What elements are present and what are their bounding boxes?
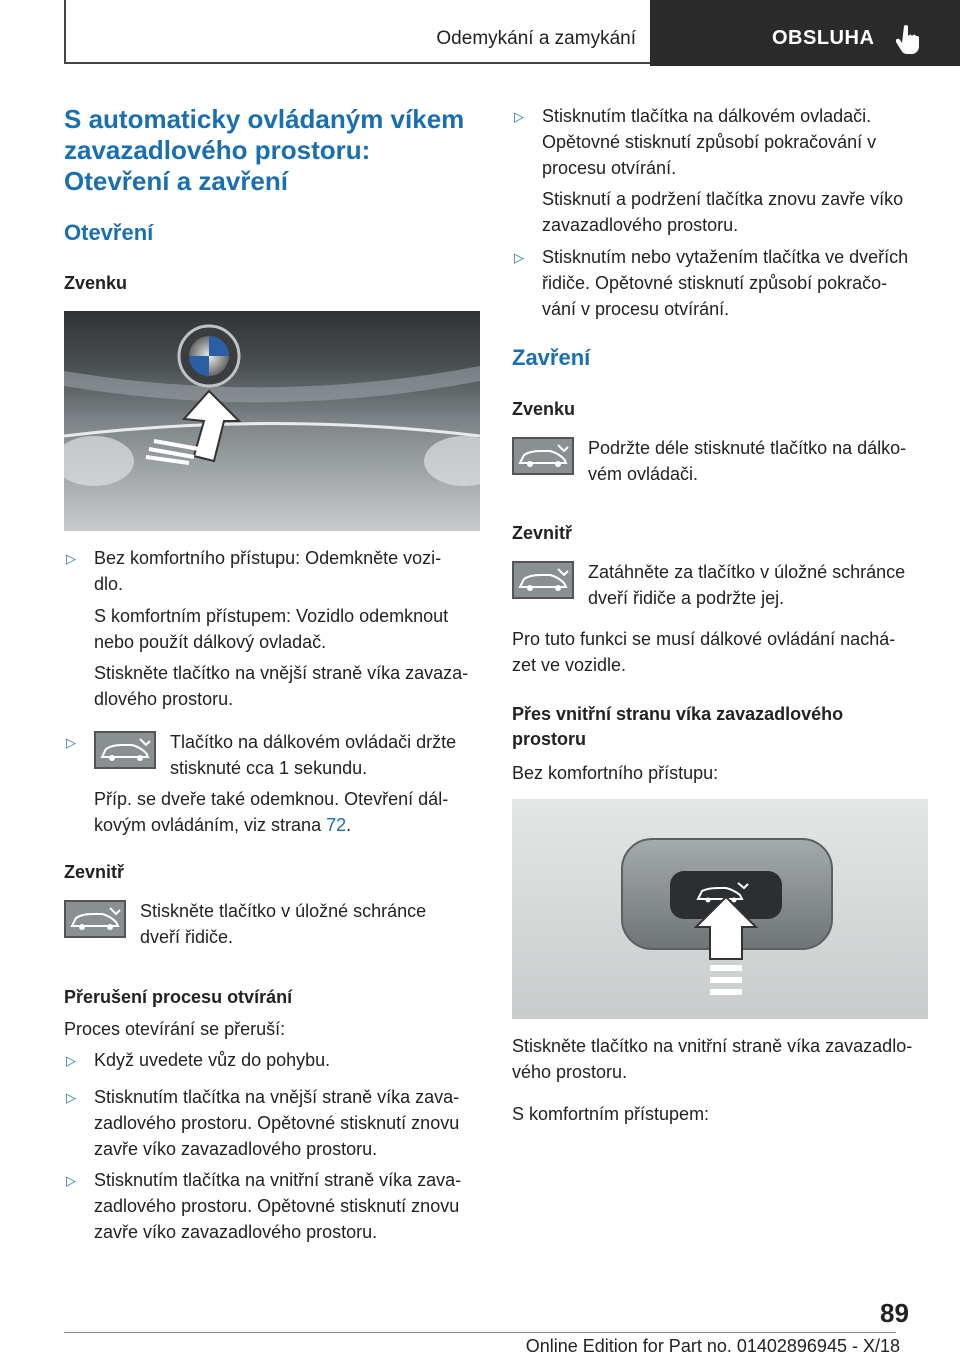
interrupt-item-1: Když uvedete vůz do pohybu. xyxy=(94,1050,331,1070)
comfort-text-l2: nebo použít dálkový ovladač. xyxy=(94,632,327,652)
header-frame-bottom xyxy=(64,62,650,64)
bullet-no-comfort-l2: dlo. xyxy=(94,574,124,594)
heading-inside: Zevnitř xyxy=(64,862,125,882)
header-frame-left xyxy=(64,0,66,64)
heading-close: Zavření xyxy=(512,345,591,370)
bullet-no-comfort-l1: Bez komfortního přístupu: Odemkněte vozi- xyxy=(94,548,442,568)
heading-interrupt: Přerušení procesu otvírání xyxy=(64,987,293,1007)
page-number: 89 xyxy=(880,1298,909,1328)
close-inside-l1: Zatáhněte za tlačítko v úložné schránce xyxy=(588,562,906,582)
heading-inner-side-l1: Přes vnitřní stranu víka zavazadlového xyxy=(512,704,844,724)
interrupt-item-2-l1: Stisknutím tlačítka na vnější straně víka zava- xyxy=(94,1087,460,1107)
no-comfort-label: Bez komfortního přístupu: xyxy=(512,763,719,783)
interrupt-item-3-l1: Stisknutím tlačítka na vnitřní straně víka zava- xyxy=(94,1170,462,1190)
driver-door-l1: Stisknutím nebo vytažením tlačítka ve dveřích xyxy=(542,247,909,267)
remote-hold-close-l2: zavazadlového prostoru. xyxy=(542,215,739,235)
bullet-triangle: ▷ xyxy=(66,1053,76,1068)
remote-hold-l2: stisknuté cca 1 sekundu. xyxy=(170,758,368,778)
interrupt-item-2-l3: zavře víko zavazadlového prostoru. xyxy=(94,1139,378,1159)
tailgate-exterior-photo xyxy=(64,311,480,531)
with-comfort-label: S komfortním přístupem: xyxy=(512,1104,710,1124)
remote-press-l1: Stisknutím tlačítka na dálkovém ovladači. xyxy=(542,106,872,126)
bullet-triangle: ▷ xyxy=(66,735,76,750)
press-inner-l2: vého prostoru. xyxy=(512,1062,628,1082)
main-title-line1: S automaticky ovládaným víkem xyxy=(64,104,465,134)
interrupt-item-3-l2: zadlového prostoru. Opětovné stisknutí znovu xyxy=(94,1196,460,1216)
heading-inner-side-l2: prostoru xyxy=(512,729,586,749)
heading-outside: Zvenku xyxy=(64,273,128,293)
remote-press-l2: Opětovné stisknutí způsobí pokračování v xyxy=(542,132,877,152)
main-title-line2: zavazadlového prostoru: xyxy=(64,135,371,165)
doors-unlock-l1: Příp. se dveře také odemknou. Otevření dál- xyxy=(94,789,449,809)
car-tailgate-icon xyxy=(512,561,574,599)
inside-press-l1: Stiskněte tlačítko v úložné schránce xyxy=(140,901,427,921)
heading-close-inside: Zevnitř xyxy=(512,523,573,543)
bullet-triangle: ▷ xyxy=(66,1173,76,1188)
close-inside-l2: dveří řidiče a podržte jej. xyxy=(588,588,785,608)
remote-required-l1: Pro tuto funkci se musí dálkové ovládání nachá- xyxy=(512,629,896,649)
remote-required-l2: zet ve vozidle. xyxy=(512,655,627,675)
bullet-triangle: ▷ xyxy=(514,250,524,265)
press-inner-l1: Stiskněte tlačítko na vnitřní straně víka zavazadlo- xyxy=(512,1036,913,1056)
bullet-triangle: ▷ xyxy=(66,551,76,566)
footer-edition: Online Edition for Part no. 01402896945 - X/18 xyxy=(525,1336,900,1356)
driver-door-l3: vání v procesu otvírání. xyxy=(542,299,730,319)
driver-door-l2: řidiče. Opětovné stisknutí způsobí pokračo- xyxy=(542,273,888,293)
inside-press-l2: dveří řidiče. xyxy=(140,927,234,947)
remote-hold-close-l1: Stisknutí a podržení tlačítka znovu zavře víko xyxy=(542,189,904,209)
remote-hold-l1: Tlačítko na dálkovém ovládači držte xyxy=(170,732,457,752)
doors-unlock-l2: kovým ovládáním, viz strana 72. xyxy=(94,815,352,835)
bullet-triangle: ▷ xyxy=(514,109,524,124)
close-remote-l1: Podržte déle stisknuté tlačítko na dálko- xyxy=(588,438,907,458)
page-link[interactable]: 72 xyxy=(326,815,347,835)
interrupt-item-2-l2: zadlového prostoru. Opětovné stisknutí znovu xyxy=(94,1113,460,1133)
heading-close-outside: Zvenku xyxy=(512,399,576,419)
press-outer-l2: dlového prostoru. xyxy=(94,689,234,709)
remote-press-l3: procesu otvírání. xyxy=(542,158,677,178)
main-title-line3: Otevření a zavření xyxy=(64,166,288,196)
car-tailgate-icon xyxy=(512,437,574,475)
interrupt-intro: Proces otevírání se přeruší: xyxy=(64,1019,286,1039)
chapter-tab-label: OBSLUHA xyxy=(772,27,875,49)
tailgate-inner-button-photo xyxy=(512,799,928,1019)
car-tailgate-icon xyxy=(64,900,126,938)
bullet-triangle: ▷ xyxy=(66,1090,76,1105)
press-outer-l1: Stiskněte tlačítko na vnější straně víka zavaza- xyxy=(94,663,469,683)
car-tailgate-icon xyxy=(94,731,156,769)
hand-pointer-icon xyxy=(896,24,922,54)
close-remote-l2: vém ovládači. xyxy=(588,464,699,484)
heading-open: Otevření xyxy=(64,220,154,245)
interrupt-item-3-l3: zavře víko zavazadlového prostoru. xyxy=(94,1222,378,1242)
footer-rule xyxy=(64,1332,896,1333)
section-title: Odemykání a zamykání xyxy=(436,28,636,49)
comfort-text-l1: S komfortním přístupem: Vozidlo odemknout xyxy=(94,606,449,626)
